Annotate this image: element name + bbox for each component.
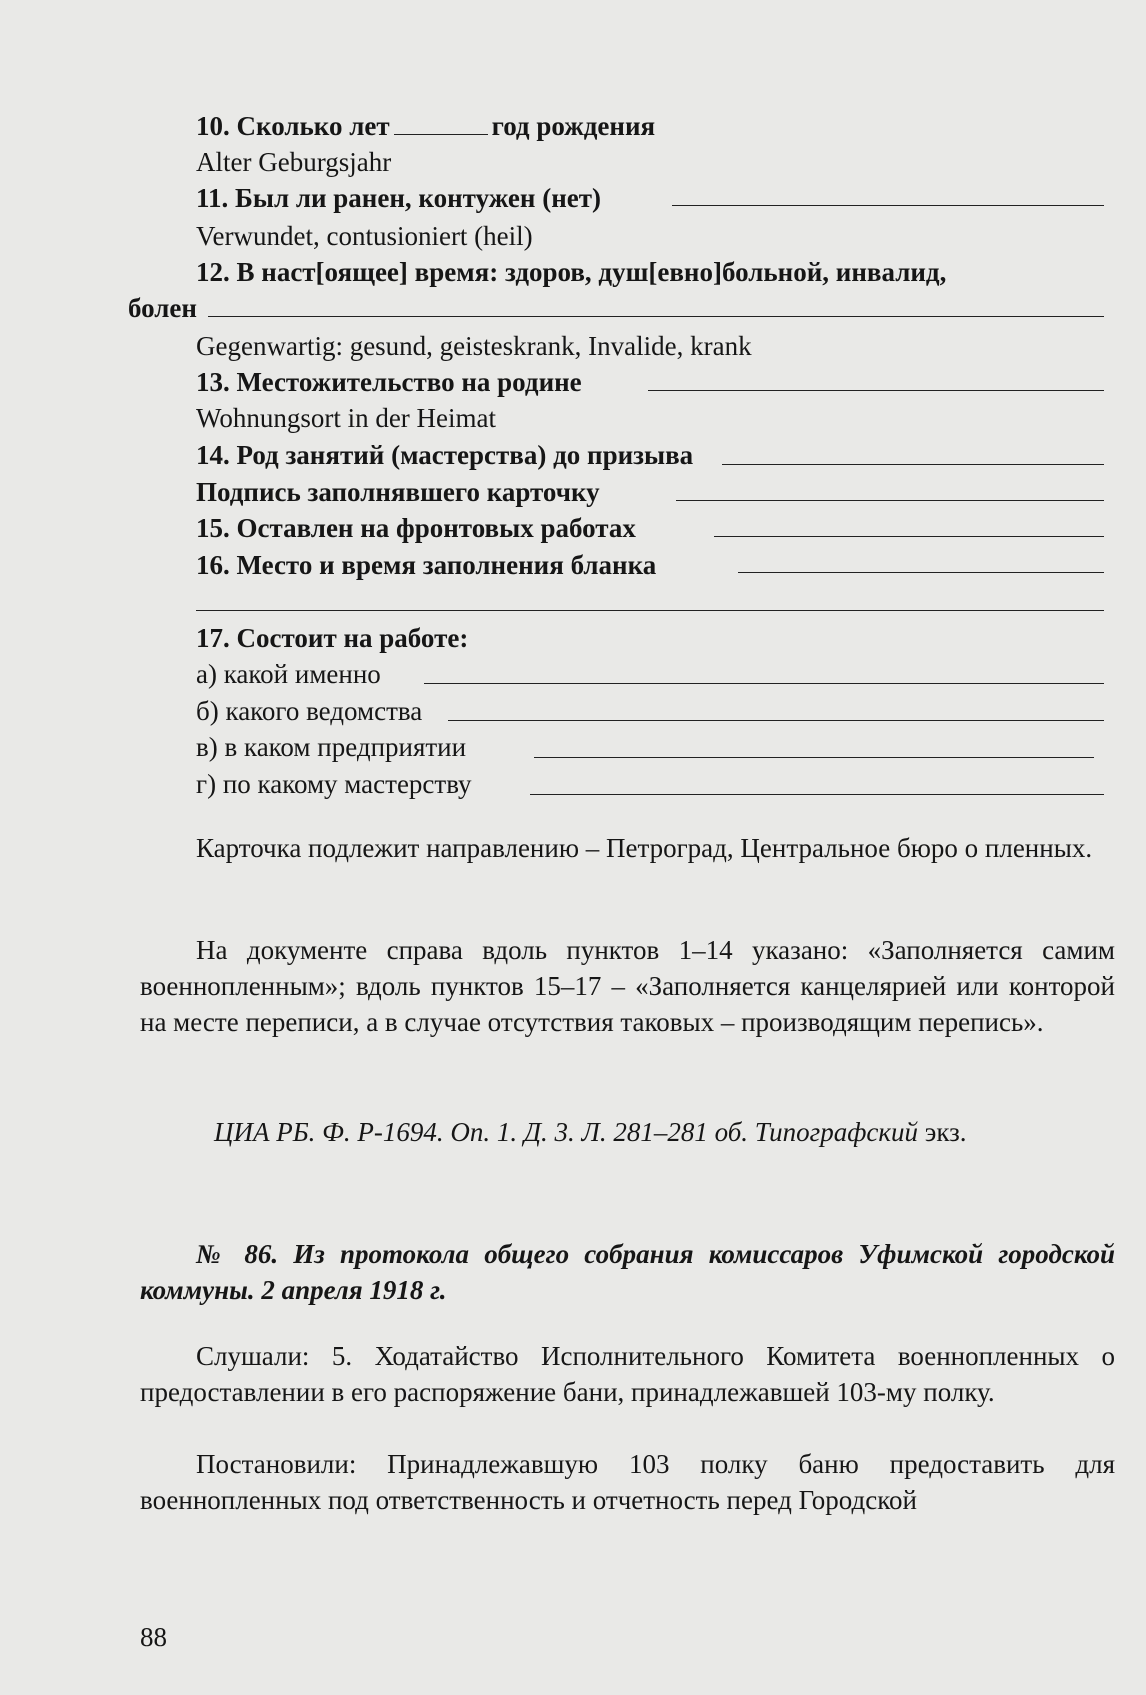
item-17-a-blank: [424, 683, 1104, 684]
doc86-resolved: [140, 1446, 1115, 1518]
item-15-label: 15. Оставлен на фронтовых работах: [196, 513, 636, 543]
doc86-heading-text: № 86. Из протокола общего собрания комиссаров Уфимской городской коммуны. 2 апреля 1918 г.: [140, 1239, 1115, 1305]
item-17-c: в) в каком предприятии: [196, 732, 467, 762]
item-17-c-blank: [534, 757, 1094, 758]
document-note-text: На документе справа вдоль пунктов 1–14 указано: «Заполняется самим военнопленным»; вдоль пунктов 15–17 – «Заполняется канцелярией или конторой на месте переписи, а в случае отсутствия таковых – производящим перепись».: [140, 935, 1115, 1037]
item-12-continuation: болен: [128, 293, 197, 323]
item-17-b: б) какого ведомства: [196, 696, 423, 726]
item-10-blank: [394, 108, 488, 135]
archive-reference-italic: ЦИА РБ. Ф. Р-1694. Оп. 1. Д. 3. Л. 281–281 об. Типографский: [214, 1117, 918, 1147]
item-14-label: 14. Род занятий (мастерства) до призыва: [196, 440, 694, 470]
item-12-german: Gegenwartig: gesund, geisteskrank, Invalide, krank: [196, 331, 752, 361]
item-12-label: 12. В наст[оящее] время: здоров, душ[евно]больной, инвалид,: [196, 257, 947, 287]
item-17-d: г) по какому мастерству: [196, 769, 472, 799]
item-16-blank: [738, 572, 1104, 573]
archive-reference: [214, 1116, 967, 1148]
signature-label: Подпись заполнявшего карточку: [196, 477, 600, 507]
item-17-label: 17. Состоит на работе:: [196, 623, 469, 653]
item-11-label: 11. Был ли ранен, контужен (нет): [196, 183, 602, 213]
item-16-blank-2: [196, 610, 1104, 611]
item-10: [196, 108, 655, 142]
item-11-blank: [672, 205, 1104, 206]
item-16-label: 16. Место и время заполнения бланка: [196, 550, 657, 580]
card-note: [140, 830, 1115, 866]
doc86-resolved-text: Постановили: Принадлежавшую 103 полку баню предоставить для военнопленных под ответственность и отчетность перед Городской: [140, 1449, 1115, 1515]
doc86-heard-text: Слушали: 5. Ходатайство Исполнительного Комитета военнопленных о предоставлении в его распоряжение бани, принадлежавшей 103-му полку.: [140, 1341, 1115, 1407]
item-10-german: Alter Geburgsjahr: [196, 147, 392, 177]
card-note-text: Карточка подлежит направлению – Петроград, Центральное бюро о пленных.: [196, 833, 1093, 863]
signature-blank: [676, 500, 1104, 501]
page-number: 88: [140, 1622, 167, 1652]
item-17-a: а) какой именно: [196, 659, 381, 689]
archive-reference-tail: экз.: [917, 1117, 967, 1147]
item-15-blank: [714, 536, 1104, 537]
item-10-label: 10. Сколько лет: [196, 111, 390, 141]
item-13-german: Wohnungsort in der Heimat: [196, 403, 497, 433]
item-10-birthyear-label: год рождения: [491, 111, 656, 141]
item-14-blank: [722, 464, 1104, 465]
doc86-heading: [140, 1236, 1115, 1308]
item-13-blank: [648, 390, 1104, 391]
item-17-d-blank: [530, 794, 1104, 795]
item-17-b-blank: [448, 720, 1104, 721]
item-13-label: 13. Местожительство на родине: [196, 367, 582, 397]
item-12-blank: [208, 316, 1104, 317]
doc86-heard: [140, 1338, 1115, 1410]
document-note: [140, 932, 1115, 1040]
item-11-german: Verwundet, contusioniert (heil): [196, 221, 533, 251]
